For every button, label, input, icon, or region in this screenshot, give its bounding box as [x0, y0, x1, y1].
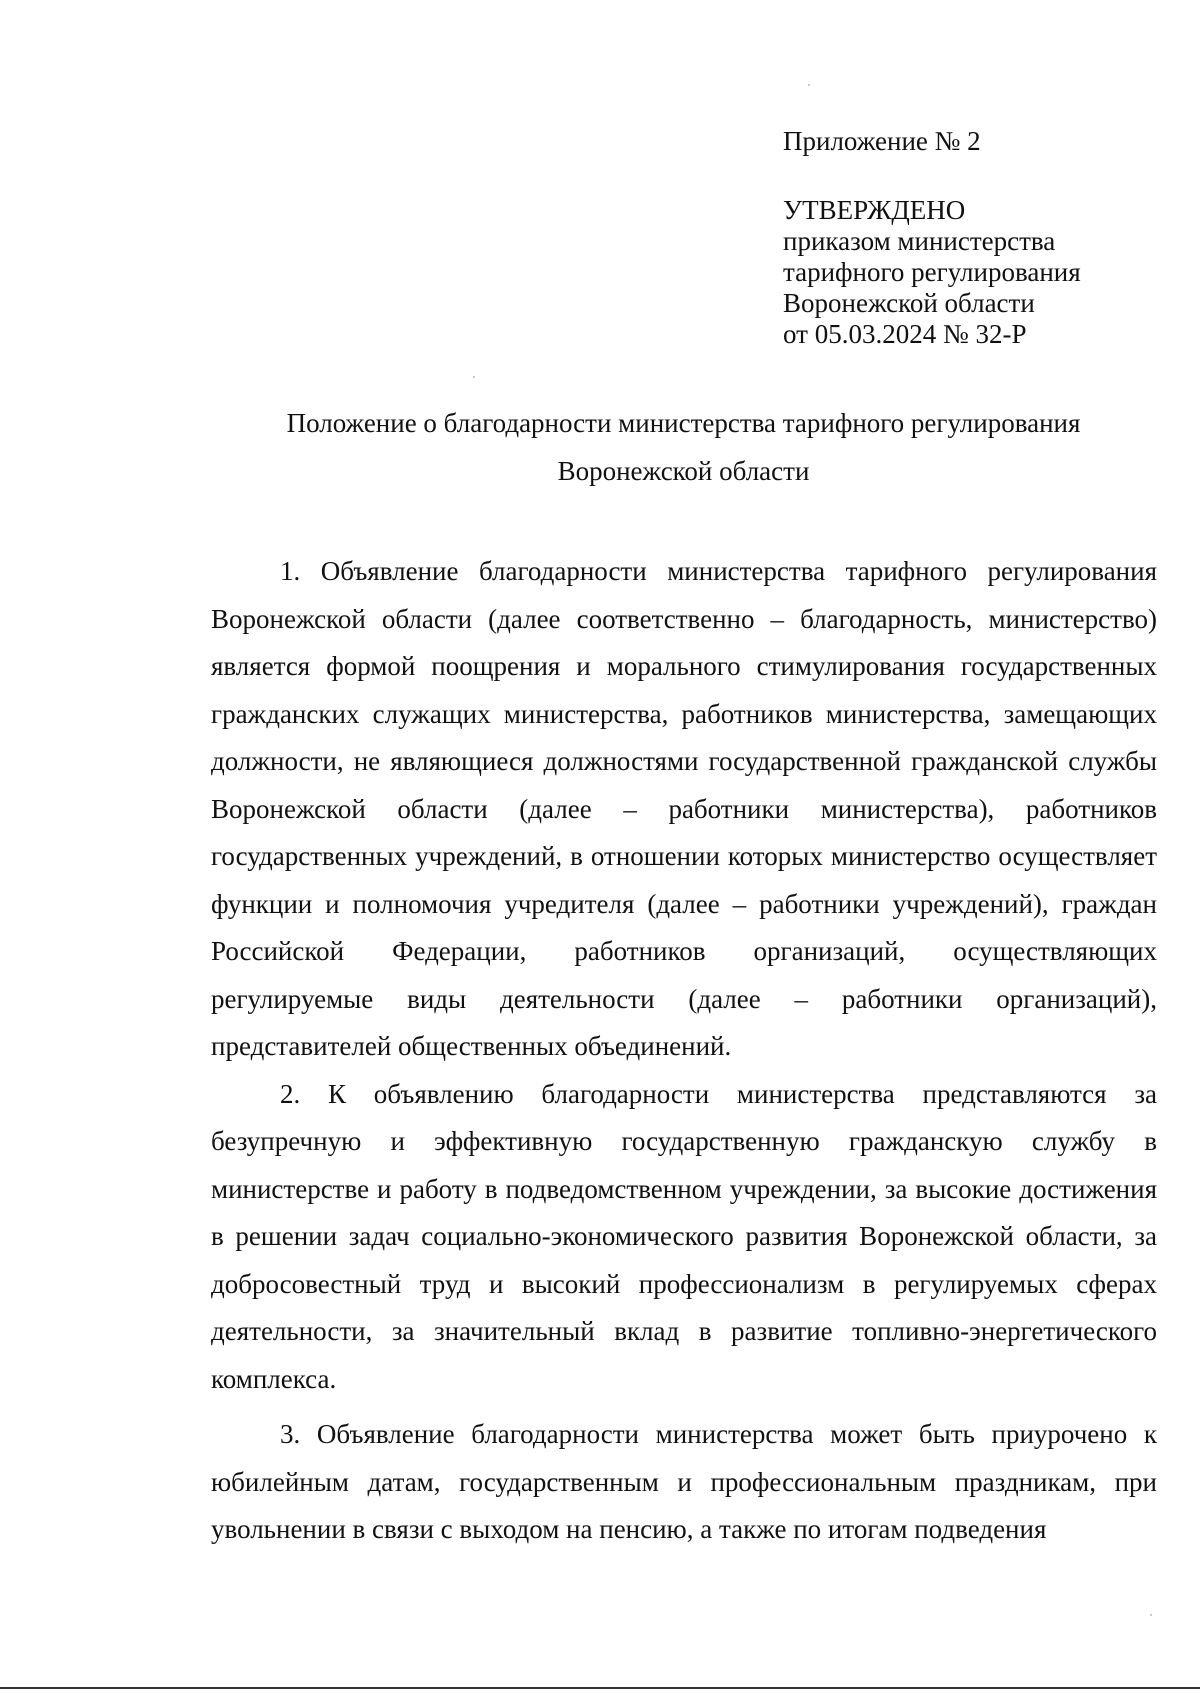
scan-speck — [473, 376, 475, 378]
paragraph: 3. Объявление благодарности министерства может быть приурочено к юбилейным датам, государственным и профессиональным праздникам, при увольнении в связи с выходом на пенсию, а также по итогам подведения — [211, 1419, 1157, 1544]
paragraph: 2. К объявлению благодарности министерства представляются за безупречную и эффективную государственную гражданскую службу в министерстве и работу в подведомственном учреждении, за высокие достижения в решении задач социально-экономического развития Воронежской области, за добросовестный труд и высокий профессионализм в регулируемых сферах деятельности, за значительный вклад в развитие топливно-энергетического комплекса. — [211, 1078, 1157, 1394]
appendix-label: Приложение № 2 — [783, 126, 981, 156]
approval-line: тарифного регулирования — [783, 257, 1081, 287]
document-body — [211, 548, 1157, 1554]
approval-line: Воронежской области — [783, 288, 1035, 318]
approval-line: приказом министерства — [783, 226, 1056, 256]
paragraph: 1. Объявление благодарности министерства тарифного регулирования Воронежской области (далее соответственно – благодарность, министерство) является формой поощрения и морального стимулирования государственных гражданских служащих министерства, работников министерства, замещающих должности, не являющиеся должностями государственной гражданской службы Воронежской области (далее – работники министерства), работников государственных учреждений, в отношении которых министерство осуществляет функции и полномочия учредителя (далее – работники учреждений), граждан Российской Федерации, работников организаций, осуществляющих регулируемые виды деятельности (далее – работники организаций), представителей общественных объединений. — [211, 556, 1157, 1061]
approved-stamp: УТВЕРЖДЕНО — [783, 195, 966, 225]
page-bottom-border — [0, 1687, 1200, 1689]
document-title-line: Воронежской области — [557, 456, 810, 486]
approval-block — [783, 126, 1163, 350]
document-title-line: Положение о благодарности министерства тарифного регулирования — [286, 408, 1081, 438]
approval-order-number: от 05.03.2024 № 32-Р — [783, 319, 1027, 349]
scan-speck — [808, 84, 810, 86]
document-title — [210, 399, 1157, 495]
scan-speck — [1150, 1614, 1152, 1616]
